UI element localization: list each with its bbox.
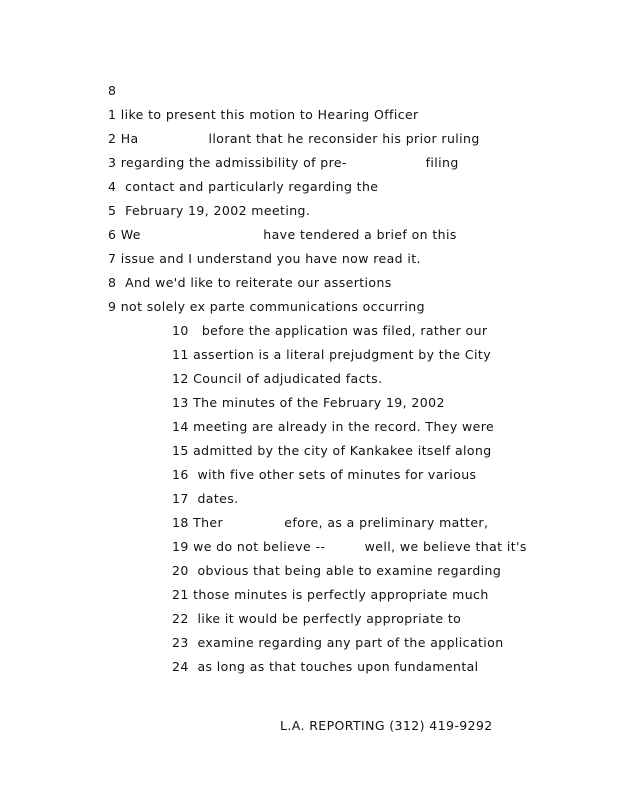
transcript-line: 14 meeting are already in the record. They were	[172, 419, 495, 434]
transcript-line: 10 before the application was filed, rather our	[172, 323, 488, 338]
transcript-line: 21 those minutes is perfectly appropriate much	[172, 587, 489, 602]
transcript-line: 9 not solely ex parte communications occurring	[108, 299, 425, 314]
transcript-line: 7 issue and I understand you have now read it.	[108, 251, 421, 266]
page-number: 8	[108, 83, 117, 98]
transcript-line: 20 obvious that being able to examine regarding	[172, 563, 502, 578]
transcript-line: 2 Ha llorant that he reconsider his prior ruling	[108, 131, 480, 146]
transcript-line: 4 contact and particularly regarding the	[108, 179, 379, 194]
transcript-line: 19 we do not believe -- well, we believe that it's	[172, 539, 527, 554]
transcript-line: 6 We have tendered a brief on this	[108, 227, 457, 242]
transcript-line: 11 assertion is a literal prejudgment by the City	[172, 347, 491, 362]
transcript-line: 5 February 19, 2002 meeting.	[108, 203, 311, 218]
transcript-line: 8 And we'd like to reiterate our assertions	[108, 275, 392, 290]
transcript-line: 18 Ther efore, as a preliminary matter,	[172, 515, 489, 530]
transcript-line: 15 admitted by the city of Kankakee itself along	[172, 443, 492, 458]
transcript-line: 22 like it would be perfectly appropriate to	[172, 611, 462, 626]
transcript-line: 23 examine regarding any part of the application	[172, 635, 504, 650]
transcript-line: 24 as long as that touches upon fundamental	[172, 659, 479, 674]
transcript-line: 17 dates.	[172, 491, 239, 506]
transcript-line: 12 Council of adjudicated facts.	[172, 371, 383, 386]
transcript-line: 13 The minutes of the February 19, 2002	[172, 395, 445, 410]
transcript-line: 3 regarding the admissibility of pre- filing	[108, 155, 459, 170]
transcript-line: 16 with five other sets of minutes for various	[172, 467, 477, 482]
transcript-line: 1 like to present this motion to Hearing Officer	[108, 107, 419, 122]
reporter-footer: L.A. REPORTING (312) 419-9292	[280, 718, 493, 733]
